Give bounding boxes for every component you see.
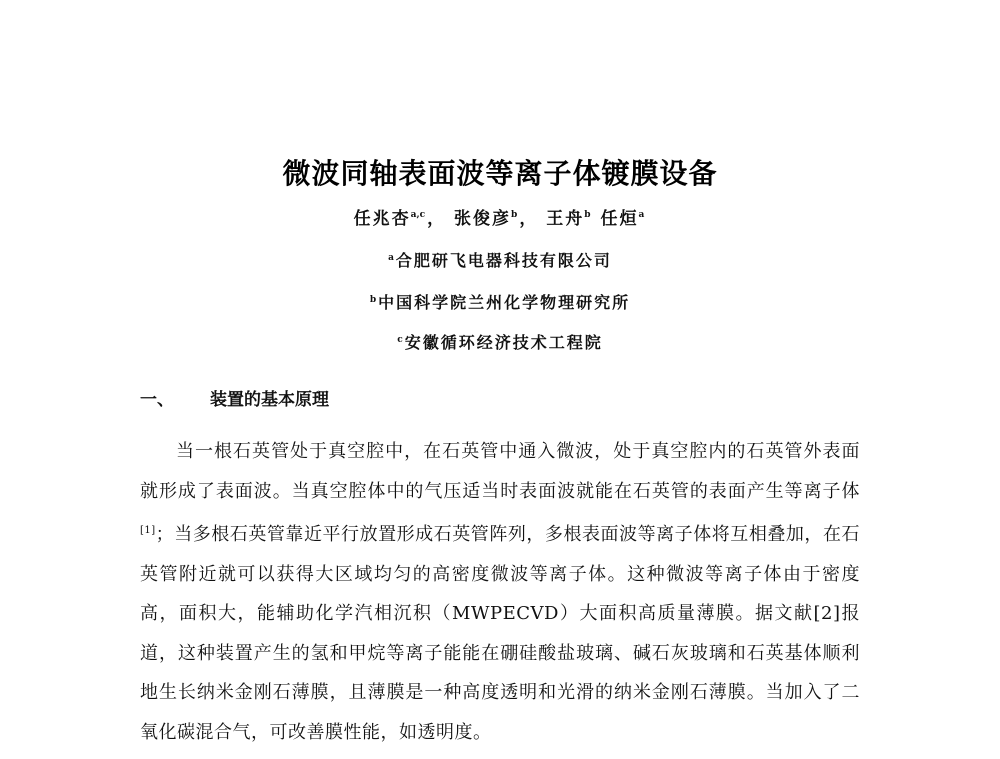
affiliation-mark: b — [369, 294, 377, 305]
body-paragraph — [140, 432, 860, 752]
affiliation-mark: c — [397, 334, 403, 345]
author-list — [0, 204, 1000, 229]
section-number: 一、 — [140, 390, 174, 410]
affiliation-mark: a — [638, 210, 645, 221]
affiliation-text: 安徽循环经济技术工程院 — [404, 333, 603, 352]
affiliation-mark: b — [511, 210, 518, 221]
affiliation-mark: b — [584, 210, 591, 221]
affiliation-mark: a,c — [410, 210, 426, 221]
citation-ref[interactable]: [1] — [140, 525, 156, 536]
author-name: 任兆杏 — [353, 209, 411, 229]
paper-title: 微波同轴表面波等离子体镀膜设备 — [282, 157, 718, 190]
affiliation-text: 合肥研飞电器科技有限公司 — [395, 251, 612, 270]
author-name: 任烜 — [600, 209, 639, 229]
affiliation-a — [0, 248, 1000, 271]
affiliation-c — [0, 330, 1000, 353]
author-name: 王舟 — [546, 209, 585, 229]
paragraph-text: 当一根石英管处于真空腔中，在石英管中通入微波，处于真空腔内的石英管外表面就形成了表面波。当真空腔体中的气压适当时表面波就能在石英管的表面产生等离子体 — [140, 441, 860, 502]
section-title: 装置的基本原理 — [210, 390, 329, 410]
section-heading — [140, 385, 329, 410]
author-separator: ， — [427, 209, 447, 229]
paragraph-text: ；当多根石英管靠近平行放置形成石英管阵列，多根表面波等离子体将互相叠加，在石英管附近就可以获得大区域均匀的高密度微波等离子体。这种微波等离子体由于密度高，面积大，能辅助化学汽相沉积（MWPECVD）大面积高质量薄膜。据文献[2]报道，这种装置产生的氢和甲烷等离子能能在硼硅酸盐玻璃、碱石灰玻璃和石英基体顺利地生长纳米金刚石薄膜，且薄膜是一种高度透明和光滑的纳米金刚石薄膜。当加入了二氧化碳混合气，可改善膜性能，如透明度。 — [140, 524, 860, 743]
affiliation-mark: a — [388, 252, 394, 263]
affiliation-b — [0, 290, 1000, 313]
author-separator: ， — [519, 209, 539, 229]
author-name: 张俊彦 — [454, 209, 512, 229]
affiliation-text: 中国科学院兰州化学物理研究所 — [378, 293, 631, 312]
